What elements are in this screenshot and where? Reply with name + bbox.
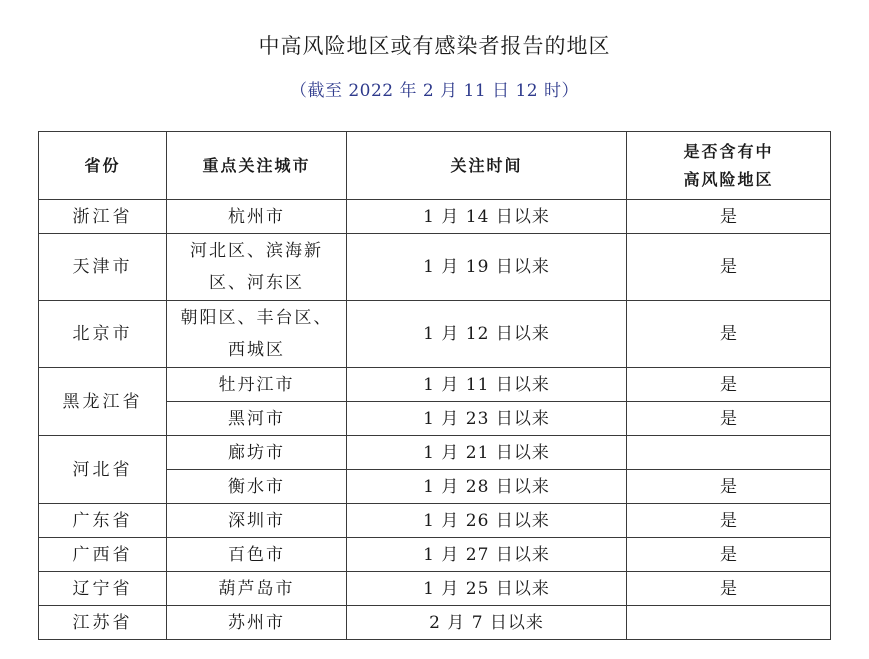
- province-cell: 浙江省: [39, 200, 167, 234]
- risk-cell: 是: [627, 368, 831, 402]
- time-cell: 1 月 25 日以来: [347, 572, 627, 606]
- city-cell: 廊坊市: [167, 436, 347, 470]
- city-line: 西城区: [228, 340, 285, 360]
- table-row: [39, 200, 831, 234]
- province-cell: 江苏省: [39, 606, 167, 640]
- risk-cell: 是: [627, 538, 831, 572]
- time-cell: 1 月 19 日以来: [347, 234, 627, 301]
- risk-cell: 是: [627, 402, 831, 436]
- city-line: 区、河东区: [209, 273, 304, 293]
- risk-cell: 是: [627, 234, 831, 301]
- city-cell: 牡丹江市: [167, 368, 347, 402]
- header-time: 关注时间: [347, 132, 627, 200]
- city-cell: 杭州市: [167, 200, 347, 234]
- document-title: 中高风险地区或有感染者报告的地区: [258, 34, 611, 58]
- risk-cell: 是: [627, 200, 831, 234]
- city-cell: 苏州市: [167, 606, 347, 640]
- risk-cell: [627, 436, 831, 470]
- time-cell: 2 月 7 日以来: [347, 606, 627, 640]
- document-subtitle: （截至 2022 年 2 月 11 日 12 时）: [289, 81, 580, 101]
- risk-cell: 是: [627, 301, 831, 368]
- province-cell: 辽宁省: [39, 572, 167, 606]
- time-cell: 1 月 27 日以来: [347, 538, 627, 572]
- city-cell: 百色市: [167, 538, 347, 572]
- table-row: [39, 234, 831, 301]
- city-cell: [167, 301, 347, 368]
- table-header-row: [39, 132, 831, 200]
- table-row: [39, 368, 831, 402]
- time-cell: 1 月 11 日以来: [347, 368, 627, 402]
- table-row: [39, 301, 831, 368]
- table-row: [39, 538, 831, 572]
- province-cell: 广东省: [39, 504, 167, 538]
- city-line: 朝阳区、丰台区、: [180, 308, 333, 328]
- header-province: 省份: [39, 132, 167, 200]
- table-row: [39, 436, 831, 470]
- city-cell: 衡水市: [167, 470, 347, 504]
- table-row: [39, 572, 831, 606]
- time-cell: 1 月 28 日以来: [347, 470, 627, 504]
- header-risk-line2: 高风险地区: [683, 169, 774, 189]
- city-cell: 深圳市: [167, 504, 347, 538]
- province-cell: 北京市: [39, 301, 167, 368]
- city-cell: 葫芦岛市: [167, 572, 347, 606]
- header-risk-line1: 是否含有中: [683, 141, 774, 161]
- province-cell: 天津市: [39, 234, 167, 301]
- risk-area-table: [38, 131, 831, 640]
- city-line: 河北区、滨海新: [190, 241, 323, 261]
- city-cell: 黑河市: [167, 402, 347, 436]
- city-cell: [167, 234, 347, 301]
- time-cell: 1 月 14 日以来: [347, 200, 627, 234]
- time-cell: 1 月 26 日以来: [347, 504, 627, 538]
- time-cell: 1 月 12 日以来: [347, 301, 627, 368]
- table-row: [39, 504, 831, 538]
- time-cell: 1 月 23 日以来: [347, 402, 627, 436]
- risk-cell: [627, 606, 831, 640]
- header-city: 重点关注城市: [167, 132, 347, 200]
- province-cell: 黑龙江省: [39, 368, 167, 436]
- province-cell: 广西省: [39, 538, 167, 572]
- risk-cell: 是: [627, 470, 831, 504]
- table-row: [39, 606, 831, 640]
- risk-cell: 是: [627, 572, 831, 606]
- header-risk: [627, 132, 831, 200]
- province-cell: 河北省: [39, 436, 167, 504]
- time-cell: 1 月 21 日以来: [347, 436, 627, 470]
- risk-cell: 是: [627, 504, 831, 538]
